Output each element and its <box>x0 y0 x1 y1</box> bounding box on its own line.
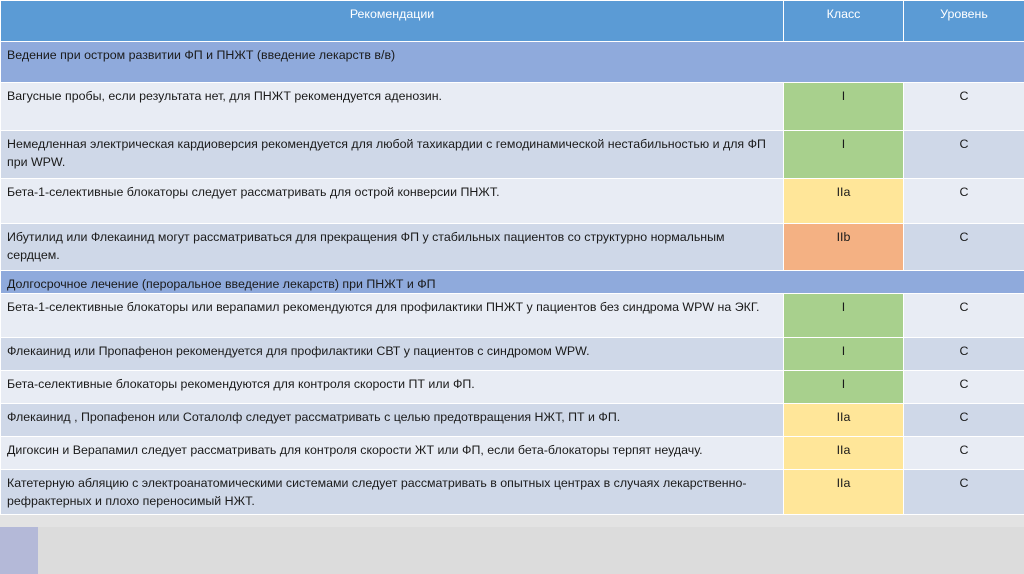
section-title: Долгосрочное лечение (пероральное введение лекарств) при ПНЖТ и ФП <box>1 271 1024 294</box>
class-cell: IIa <box>784 404 904 437</box>
class-cell: I <box>784 83 904 131</box>
level-cell: C <box>904 371 1024 404</box>
class-cell: IIa <box>784 179 904 224</box>
recommendation-text: Дигоксин и Верапамил следует рассматривать для контроля скорости ЖТ или ФП, если бета-блокаторы терпят неудачу. <box>1 437 784 470</box>
class-cell: IIa <box>784 437 904 470</box>
recommendation-text: Флекаинид , Пропафенон или Соталолф следует рассматривать с целью предотвращения НЖТ, ПТ и ФП. <box>1 404 784 437</box>
table-header-row <box>1 1 1024 42</box>
recommendation-text: Вагусные пробы, если результата нет, для ПНЖТ рекомендуется аденозин. <box>1 83 784 131</box>
level-cell: C <box>904 437 1024 470</box>
table-row <box>1 371 1024 404</box>
table-row <box>1 179 1024 224</box>
table-row <box>1 470 1024 515</box>
header-class: Класс <box>784 1 904 42</box>
level-cell: C <box>904 470 1024 515</box>
level-cell: C <box>904 131 1024 179</box>
table-row <box>1 294 1024 338</box>
table-row <box>1 131 1024 179</box>
table-row <box>1 338 1024 371</box>
level-cell: C <box>904 179 1024 224</box>
level-cell: C <box>904 224 1024 271</box>
left-corner-block <box>0 527 38 574</box>
table-body <box>1 42 1024 515</box>
class-cell: I <box>784 294 904 338</box>
section-title: Ведение при остром развитии ФП и ПНЖТ (введение лекарств в/в) <box>1 42 1024 83</box>
header-level: Уровень <box>904 1 1024 42</box>
table-row <box>1 224 1024 271</box>
bottom-empty-area <box>0 527 1024 574</box>
level-cell: C <box>904 404 1024 437</box>
header-recommendations: Рекомендации <box>1 1 784 42</box>
table-row <box>1 83 1024 131</box>
level-cell: C <box>904 338 1024 371</box>
class-cell: IIb <box>784 224 904 271</box>
class-cell: I <box>784 131 904 179</box>
table-row <box>1 404 1024 437</box>
recommendation-text: Катетерную абляцию с электроанатомическими системами следует рассматривать в опытных центрах в случаях лекарственно-рефрактерных и плохо переносимый НЖТ. <box>1 470 784 515</box>
recommendation-text: Немедленная электрическая кардиоверсия рекомендуется для любой тахикардии с гемодинамической нестабильностью и для ФП при WPW. <box>1 131 784 179</box>
recommendation-text: Бета-селективные блокаторы рекомендуются для контроля скорости ПТ или ФП. <box>1 371 784 404</box>
class-cell: I <box>784 371 904 404</box>
recommendation-text: Ибутилид или Флекаинид могут рассматриваться для прекращения ФП у стабильных пациентов со структурно нормальным сердцем. <box>1 224 784 271</box>
level-cell: C <box>904 294 1024 338</box>
recommendation-text: Флекаинид или Пропафенон рекомендуется для профилактики СВТ у пациентов с синдромом WPW. <box>1 338 784 371</box>
table-row <box>1 437 1024 470</box>
class-cell: IIa <box>784 470 904 515</box>
section-row <box>1 42 1024 83</box>
section-row <box>1 271 1024 294</box>
recommendation-text: Бета-1-селективные блокаторы или верапамил рекомендуются для профилактики ПНЖТ у пациентов без синдрома WPW на ЭКГ. <box>1 294 784 338</box>
class-cell: I <box>784 338 904 371</box>
level-cell: C <box>904 83 1024 131</box>
recommendation-text: Бета-1-селективные блокаторы следует рассматривать для острой конверсии ПНЖТ. <box>1 179 784 224</box>
